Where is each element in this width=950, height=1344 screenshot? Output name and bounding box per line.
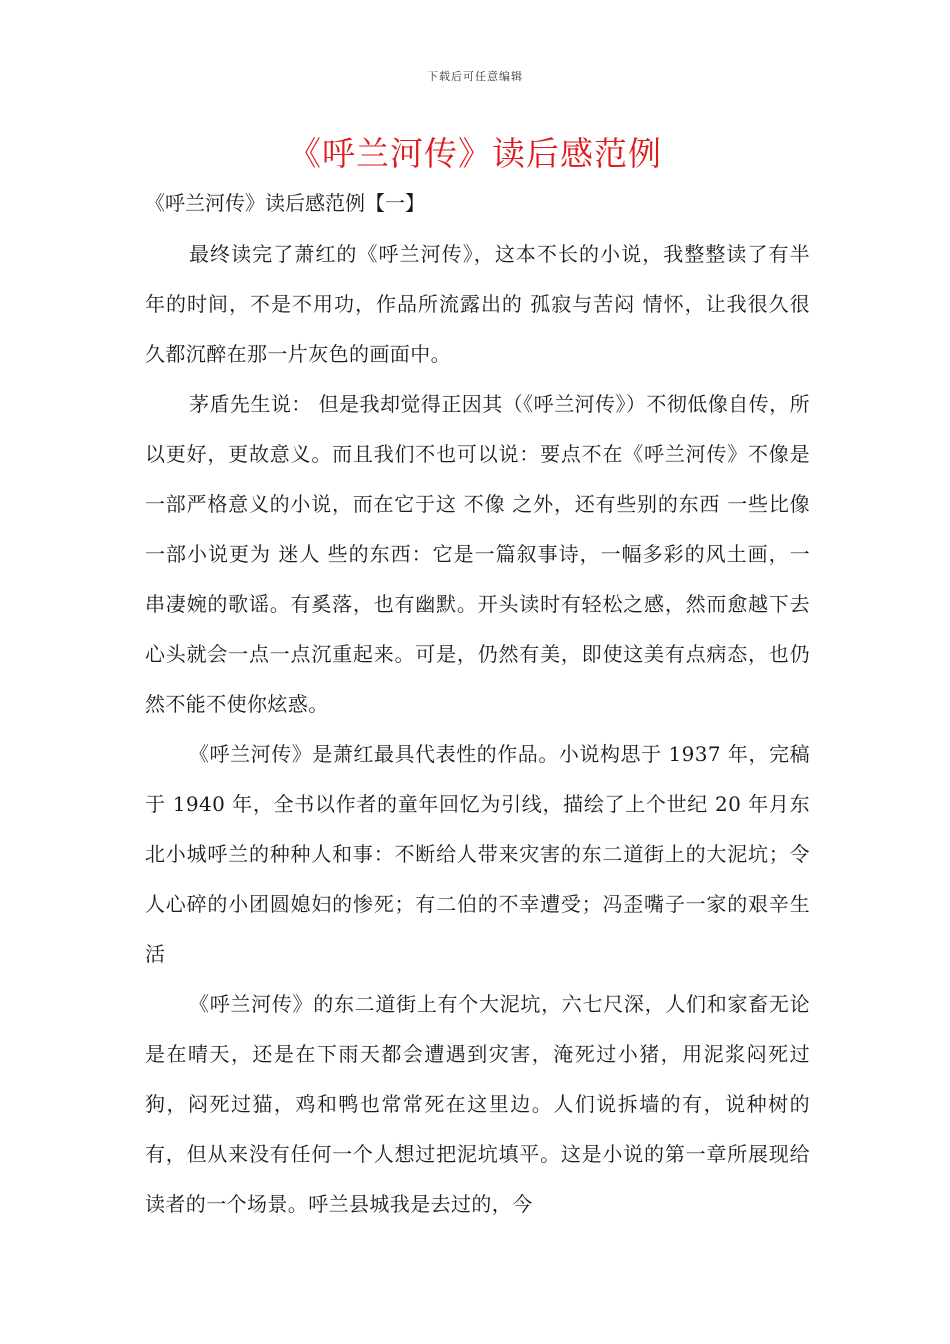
paragraph-4: 《呼兰河传》的东二道街上有个大泥坑，六七尺深，人们和家畜无论是在晴天，还是在下雨天都会遭遇到灾害，淹死过小猪，用泥浆闷死过狗，闷死过猫，鸡和鸭也常常死在这里边。人们说拆墙的有，说种树的有，但从来没有任何一个人想过把泥坑填平。这是小说的第一章所展现给读者的一个场景。呼兰县城我是去过的，今 bbox=[145, 992, 810, 1216]
document-body bbox=[145, 229, 810, 1229]
paragraph-3: 《呼兰河传》是萧红最具代表性的作品。小说构思于 1937 年，完稿于 1940 年，全书以作者的童年回忆为引线，描绘了上个世纪 20 年月东北小城呼兰的种种人和事：不断给人带来灾害的东二道街上的大泥坑；令人心碎的小团圆媳妇的惨死；有二伯的不幸遭受；冯歪嘴子一家的艰辛生活 bbox=[145, 742, 810, 966]
paragraph-2: 茅盾先生说： 但是我却觉得正因其（《呼兰河传》）不彻低像自传，所以更好，更故意义。而且我们不也可以说：要点不在《呼兰河传》不像是一部严格意义的小说，而在它于这 不像 之外，还有些别的东西 一些比像一部小说更为 迷人 些的东西：它是一篇叙事诗，一幅多彩的风土画，一串凄婉的歌谣。有奚落，也有幽默。开头读时有轻松之感，然而愈越下去心头就会一点一点沉重起来。可是，仍然有美，即使这美有点病态，也仍然不能不使你炫惑。 bbox=[145, 392, 810, 716]
header-note: 下载后可任意编辑 bbox=[427, 70, 523, 83]
section-title: 《呼兰河传》读后感范例【一】 bbox=[145, 191, 425, 215]
paragraph-1: 最终读完了萧红的《呼兰河传》，这本不长的小说，我整整读了有半年的时间，不是不用功，作品所流露出的 孤寂与苦闷 情怀，让我很久很久都沉醉在那一片灰色的画面中。 bbox=[145, 242, 810, 366]
document-title: 《呼兰河传》读后感范例 bbox=[288, 134, 662, 173]
